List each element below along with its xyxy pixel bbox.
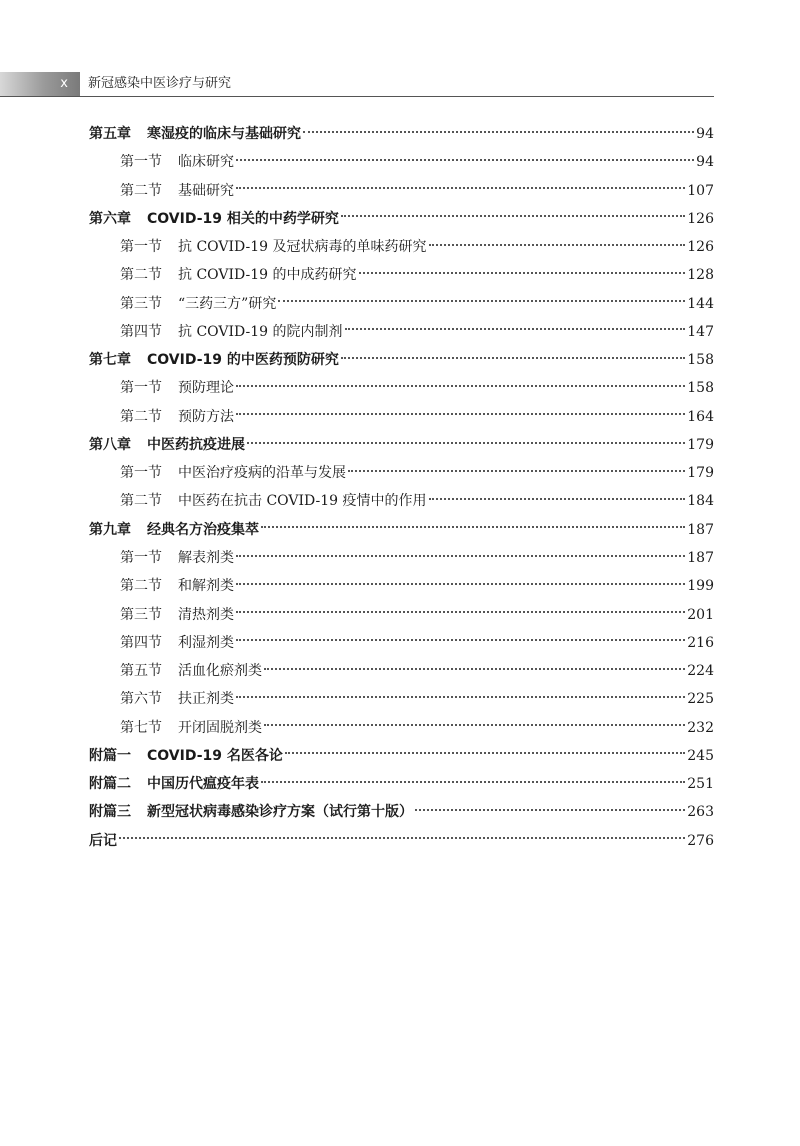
dot-leader: [261, 525, 685, 528]
toc-entry-label: 后记: [89, 832, 117, 849]
running-header: [0, 72, 714, 97]
toc-entry-label: 第六节: [120, 691, 162, 708]
toc-section-entry: [89, 290, 714, 318]
toc-entry-title: 活血化瘀剂类: [178, 663, 262, 680]
toc-entry-page: 158: [687, 380, 714, 397]
toc-entry-page: 187: [687, 521, 714, 538]
dot-leader: [236, 638, 685, 641]
toc-entry-label: 第二节: [120, 493, 162, 510]
toc-chapter-entry: [89, 431, 714, 459]
toc-entry-label: 第五节: [120, 663, 162, 680]
toc-entry-label: 附篇一: [89, 747, 131, 764]
dot-leader: [236, 412, 685, 415]
toc-entry-title: 临床研究: [178, 154, 234, 171]
page-number: x: [0, 72, 80, 96]
toc-entry-title: 寒湿疫的临床与基础研究: [147, 126, 301, 142]
dot-leader: [429, 243, 686, 246]
toc-entry-page: 184: [687, 493, 714, 510]
toc-entry-title: 中医治疗疫病的沿革与发展: [178, 465, 346, 482]
toc-entry-label: 第二节: [120, 578, 162, 595]
toc-entry-page: 187: [687, 549, 714, 566]
toc-entry-page: 245: [687, 747, 714, 764]
dot-leader: [285, 751, 685, 754]
toc-entry-label: 第八章: [89, 436, 131, 453]
toc-entry-label: 第三节: [120, 295, 162, 312]
dot-leader: [264, 723, 685, 726]
toc-entry-page: 144: [687, 295, 714, 312]
toc-entry-title: 经典名方治疫集萃: [147, 521, 259, 538]
dot-leader: [303, 130, 694, 133]
toc-entry-title: 扶正剂类: [178, 691, 234, 708]
toc-section-entry: [89, 261, 714, 289]
toc-section-entry: [89, 374, 714, 402]
toc-section-entry: [89, 657, 714, 685]
dot-leader: [345, 327, 686, 330]
toc-chapter-entry: [89, 770, 714, 798]
toc-entry-title: 中国历代瘟疫年表: [147, 776, 259, 793]
toc-entry-page: 251: [687, 776, 714, 793]
toc-section-entry: [89, 148, 714, 176]
toc-chapter-entry: [89, 516, 714, 544]
toc-entry-title: 抗 COVID-19 的院内制剂: [178, 323, 343, 340]
toc-entry-page: 225: [687, 691, 714, 708]
toc-section-entry: [89, 233, 714, 261]
toc-entry-page: 126: [687, 210, 714, 227]
dot-leader: [341, 356, 685, 359]
dot-leader: [236, 186, 685, 189]
toc-entry-title: 基础研究: [178, 182, 234, 199]
toc-entry-label: 第一节: [120, 549, 162, 566]
toc-entry-page: 128: [687, 267, 714, 284]
running-title: 新冠感染中医诊疗与研究: [88, 76, 232, 91]
toc-entry-title: “三药三方”研究: [178, 295, 277, 312]
toc-chapter-entry: [89, 346, 714, 374]
toc-section-entry: [89, 685, 714, 713]
dot-leader: [236, 384, 685, 387]
toc-section-entry: [89, 629, 714, 657]
toc-entry-page: 232: [687, 719, 714, 736]
toc-entry-page: 158: [687, 352, 714, 369]
toc-chapter-entry: [89, 205, 714, 233]
toc-entry-label: 第九章: [89, 521, 131, 538]
toc-entry-label: 第三节: [120, 606, 162, 623]
toc-section-entry: [89, 459, 714, 487]
toc-section-entry: [89, 714, 714, 742]
dot-leader: [119, 836, 685, 839]
toc-entry-title: 抗 COVID-19 的中成药研究: [178, 267, 357, 284]
toc-chapter-entry: [89, 798, 714, 826]
toc-entry-label: 第一节: [120, 465, 162, 482]
dot-leader: [415, 808, 685, 811]
toc-entry-page: 164: [687, 408, 714, 425]
toc-entry-label: 第一节: [120, 380, 162, 397]
toc-entry-label: 附篇二: [89, 776, 131, 793]
toc-entry-title: 和解剂类: [178, 578, 234, 595]
toc-entry-page: 179: [687, 465, 714, 482]
dot-leader: [236, 582, 685, 585]
dot-leader: [236, 695, 685, 698]
toc-section-entry: [89, 601, 714, 629]
toc-entry-title: COVID-19 相关的中药学研究: [147, 210, 339, 227]
toc-entry-label: 第二节: [120, 408, 162, 425]
toc-entry-label: 第七章: [89, 352, 131, 369]
toc-entry-label: 第二节: [120, 182, 162, 199]
toc-entry-title: 预防理论: [178, 380, 234, 397]
toc-chapter-entry: [89, 120, 714, 148]
dot-leader: [341, 214, 685, 217]
dot-leader: [261, 780, 685, 783]
toc-entry-label: 第一节: [120, 154, 162, 171]
toc-entry-page: 201: [687, 606, 714, 623]
toc-section-entry: [89, 403, 714, 431]
toc-entry-label: 第二节: [120, 267, 162, 284]
toc-entry-label: 第五章: [89, 126, 131, 142]
dot-leader: [247, 441, 685, 444]
toc-chapter-entry: [89, 742, 714, 770]
toc-entry-title: 清热剂类: [178, 606, 234, 623]
toc-entry-title: COVID-19 的中医药预防研究: [147, 352, 339, 369]
toc-entry-title: COVID-19 名医各论: [147, 747, 283, 764]
toc-entry-title: 解表剂类: [178, 549, 234, 566]
toc-entry-page: 94: [696, 154, 714, 171]
toc-entry-page: 216: [687, 634, 714, 651]
toc-entry-label: 第七节: [120, 719, 162, 736]
toc-entry-title: 中医药抗疫进展: [147, 436, 245, 453]
toc-entry-page: 276: [687, 832, 714, 849]
toc-section-entry: [89, 572, 714, 600]
dot-leader: [278, 299, 685, 302]
table-of-contents: [89, 120, 714, 855]
dot-leader: [359, 271, 686, 274]
toc-entry-label: 第四节: [120, 323, 162, 340]
toc-chapter-entry: [89, 827, 714, 855]
toc-entry-page: 94: [696, 126, 714, 142]
toc-entry-title: 抗 COVID-19 及冠状病毒的单味药研究: [178, 239, 427, 256]
toc-entry-page: 147: [687, 323, 714, 340]
dot-leader: [429, 497, 686, 500]
toc-entry-title: 利湿剂类: [178, 634, 234, 651]
toc-entry-label: 第六章: [89, 210, 131, 227]
toc-entry-page: 107: [687, 182, 714, 199]
toc-entry-page: 263: [687, 804, 714, 821]
toc-entry-page: 199: [687, 578, 714, 595]
toc-entry-page: 126: [687, 239, 714, 256]
dot-leader: [264, 667, 685, 670]
toc-entry-title: 预防方法: [178, 408, 234, 425]
toc-section-entry: [89, 487, 714, 515]
toc-entry-label: 第一节: [120, 239, 162, 256]
toc-entry-title: 新型冠状病毒感染诊疗方案（试行第十版）: [147, 804, 413, 821]
toc-section-entry: [89, 177, 714, 205]
toc-section-entry: [89, 318, 714, 346]
toc-section-entry: [89, 544, 714, 572]
toc-entry-label: 第四节: [120, 634, 162, 651]
dot-leader: [236, 158, 694, 161]
toc-entry-page: 179: [687, 436, 714, 453]
toc-entry-title: 中医药在抗击 COVID-19 疫情中的作用: [178, 493, 427, 510]
dot-leader: [236, 554, 685, 557]
toc-entry-page: 224: [687, 663, 714, 680]
dot-leader: [236, 610, 685, 613]
dot-leader: [348, 469, 685, 472]
toc-entry-label: 附篇三: [89, 804, 131, 821]
toc-entry-title: 开闭固脱剂类: [178, 719, 262, 736]
